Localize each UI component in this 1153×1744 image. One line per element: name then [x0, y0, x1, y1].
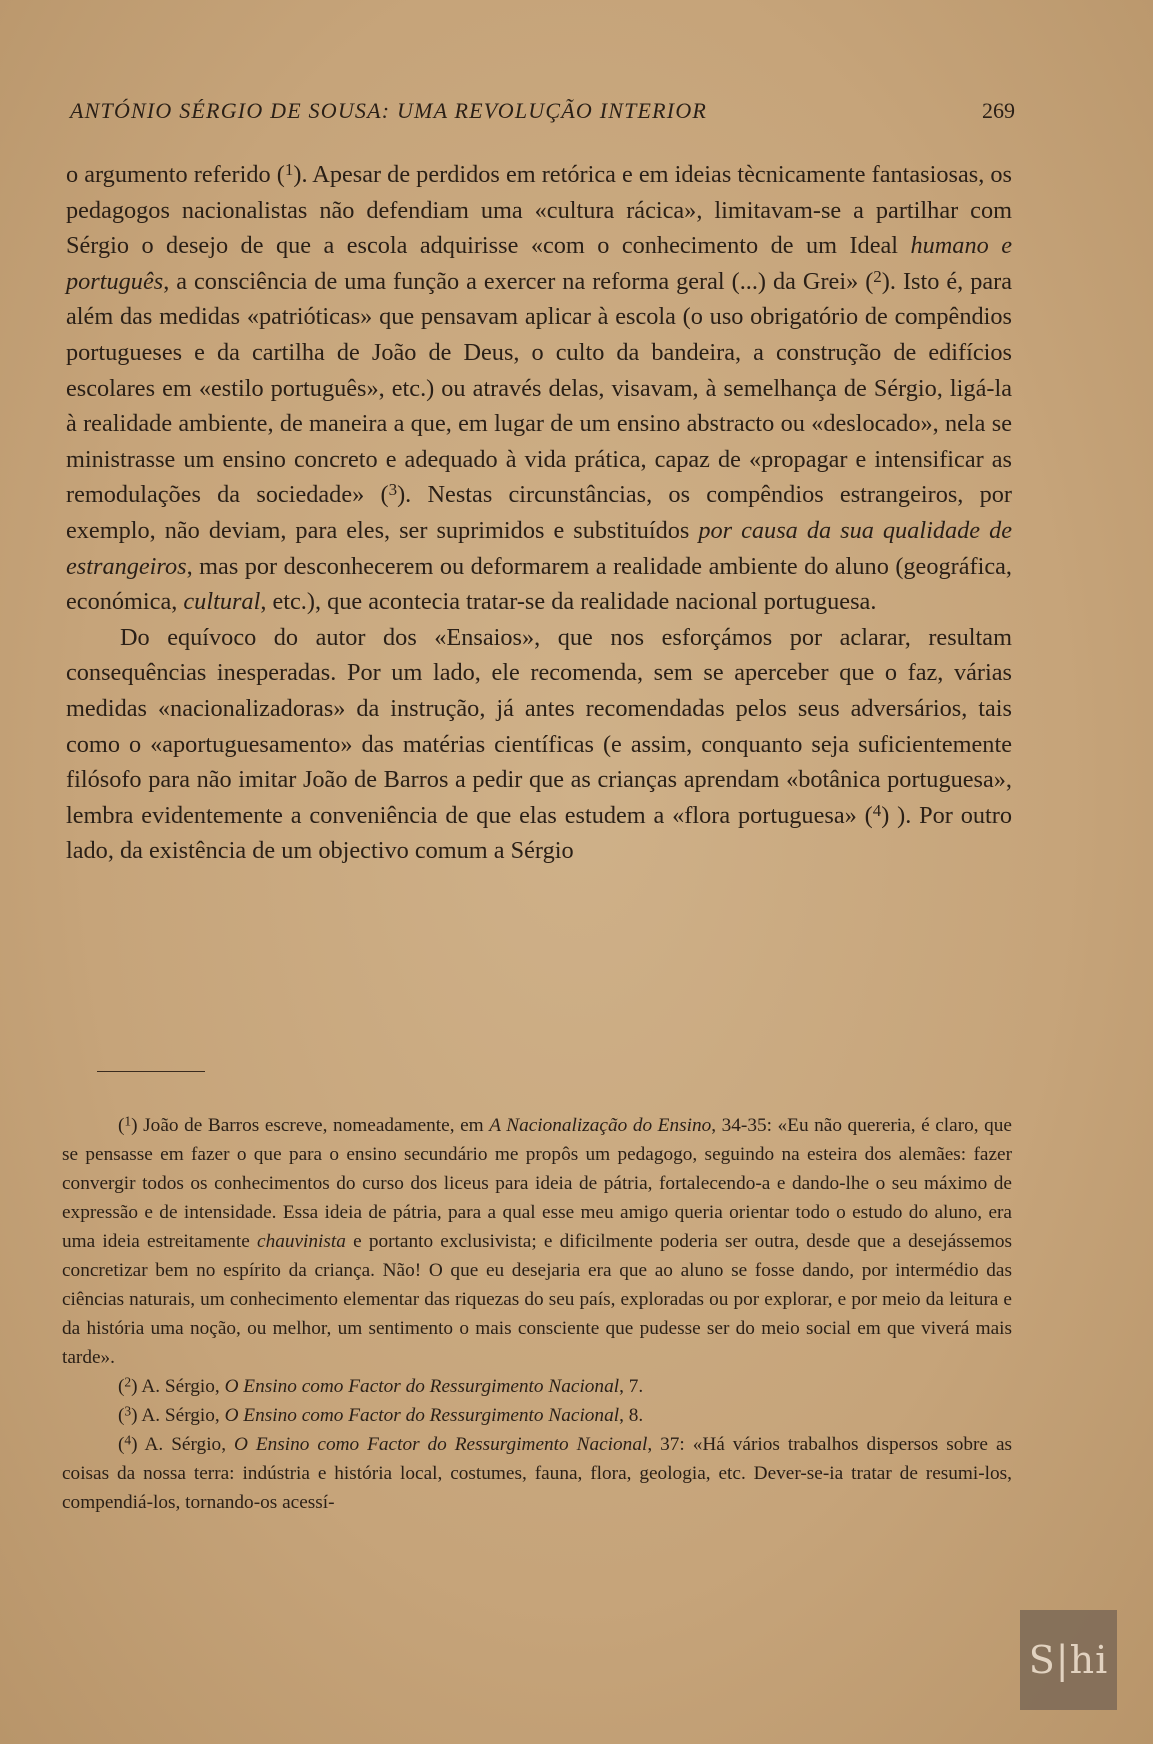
footnote-2: ($^2$) A. Sérgio, O Ensino como Factor do Ressurgimento Nacional, 7.	[118, 1374, 644, 1397]
footnote-3: ($^3$) A. Sérgio, O Ensino como Factor do Ressurgimento Nacional, 8.	[118, 1403, 644, 1426]
footnote-4: ($^4$) A. Sérgio, O Ensino como Factor do Ressurgimento Nacional, 37: «Há vários trabalhos dispersos sobre as coisas da nossa terra: indústria e história local, costumes, fauna, flora, geologia, etc. Dever-se-ia tratar de resumi-los, compendiá-los, tornando-os acessí-	[62, 1432, 1013, 1513]
text-run: , 7.	[619, 1376, 644, 1397]
italic-run: humano e português	[66, 232, 1012, 295]
running-title: ANTÓNIO SÉRGIO DE SOUSA: UMA REVOLUÇÃO INTERIOR	[70, 98, 708, 123]
text-run: e portanto exclusivista; e dificilmente poderia ser outra, desde que a desejássemos concretizar bem no espírito da criança. Não! O que eu desejaria era que ao aluno se fosse dando, por intermédio das ciências naturais, um conhecimento elementar das riquezas do seu país, exploradas ou por explorar, e por meio da leitura e da história uma noção, ou melhor, um sentimento o mais consciente que pudesse ser do meio social em que viverá mais tarde».	[62, 1231, 1012, 1368]
text-run: A. Sérgio,	[141, 1405, 225, 1426]
text-run: ) ). Por outro lado, da existência de um objectivo comum a Sérgio	[66, 801, 1012, 865]
italic-run: O Ensino como Factor do Ressurgimento Nacional	[224, 1405, 620, 1426]
text-run: ). Isto é, para além das medidas «patrióticas» que pensavam aplicar à escola (o uso obrigatório de compêndios portugueses e da cartilha de João de Deus, o culto da bandeira, a construção de edifícios escolares em «estilo português», etc.) ou através delas, visavam, à semelhança de Sérgio, ligá-la à realidade ambiente, de maneira a que, em lugar de um ensino abstracto ou «deslocado», nela se ministrasse um ensino concreto e adequado à vida prática, capaz de «propagar e intensificar as remodulações da sociedade» (	[66, 267, 1013, 509]
main-text	[66, 157, 1012, 869]
text-run: , 34-35: «Eu não quereria, é claro, que se pensasse em fazer o que para o ensino secundário me propôs um pedagogo, seguindo na esteira dos alemães: fazer convergir todos os conhecimentos do curso dos liceus para ideia de pátria, fortalecendo-a e dando-lhe o seu máximo de expressão e de intensidade. Essa ideia de pátria, para a qual esse meu amigo queria orientar todo o estudo do aluno, era uma ideia estreitamente	[62, 1115, 1012, 1252]
italic-run: chauvinista	[257, 1231, 346, 1252]
paragraph-1	[66, 157, 1012, 620]
paragraph-2	[66, 620, 1012, 869]
page-number: 269	[982, 98, 1015, 123]
footnote-mark: 2	[124, 1374, 132, 1390]
running-header	[70, 98, 1015, 124]
logo-text: S|hi	[1028, 1638, 1109, 1682]
footnote-ref-1: 1	[284, 160, 294, 180]
text-run: , etc.), que acontecia tratar-se da realidade nacional portuguesa.	[260, 588, 877, 616]
text-run: ). Nestas circunstâncias, os compêndios estrangeiros, por exemplo, não deviam, para eles, ser suprimidos e substituídos	[66, 481, 1013, 544]
text-run: ). Apesar de perdidos em retórica e em ideias tècnicamente fantasiosas, os pedagogos nacionalistas não defendiam uma «cultura rácica», limitavam-se a partilhar com Sérgio o desejo de que a escola adquirisse «com o conhecimento de um Ideal	[66, 161, 1012, 260]
footnote-mark: 1	[124, 1113, 132, 1129]
text-run: , 37: «Há vários trabalhos dispersos sobre as coisas da nossa terra: indústria e história local, costumes, fauna, flora, geologia, etc. Dever-se-ia tratar de resumi-los, compendiá-los, tornando-os acessí-	[62, 1434, 1013, 1513]
text-run: A. Sérgio,	[141, 1376, 225, 1397]
italic-run: O Ensino como Factor do Ressurgimento Nacional	[233, 1434, 648, 1455]
footnotes	[62, 1111, 1012, 1517]
text-run: , a consciência de uma função a exercer na reforma geral (...) da Grei» (	[163, 267, 874, 295]
footnote-mark: 3	[124, 1403, 132, 1419]
footnote-ref-3: 3	[388, 480, 398, 500]
italic-run: por causa da sua qualidade de estrangeiros	[66, 516, 1012, 580]
italic-run: O Ensino como Factor do Ressurgimento Nacional	[224, 1376, 620, 1397]
footnote-ref-2: 2	[873, 266, 882, 286]
text-run: João de Barros escreve, nomeadamente, em	[143, 1115, 490, 1136]
text-run: Do equívoco do autor dos «Ensaios», que nos esforçámos por aclarar, resultam consequências inesperadas. Por um lado, ele recomenda, sem se aperceber que o faz, várias medidas «nacionalizadoras» da instrução, já antes recomendadas pelos seus adversários, tais como o «aportuguesamento» das matérias científicas (e assim, conquanto seja suficientemente filósofo para não imitar João de Barros a pedir que as crianças aprendam «botânica portuguesa», lembra evidentemente a conveniência de que elas estudem a «flora portuguesa» (	[66, 623, 1012, 829]
italic-run: A Nacionalização do Ensino	[489, 1115, 712, 1136]
text-run: o argumento referido (	[66, 161, 285, 188]
footnote-ref-4: 4	[872, 800, 882, 820]
italic-run: cultural	[183, 588, 261, 616]
footnote-mark: 4	[124, 1432, 132, 1448]
text-run: , mas por desconhecerem ou deformarem a realidade ambiente do aluno (geográfica, económica,	[66, 552, 1012, 616]
footnote-1: ($^1$) João de Barros escreve, nomeadamente, em A Nacionalização do Ensino, 34-35: «Eu não quereria, é claro, que se pensasse em fazer o que para o ensino secundário me propôs um pedagogo, seguindo na esteira dos alemães: fazer convergir todos os conhecimentos do curso dos liceus para ideia de pátria, fortalecendo-a e dando-lhe o seu máximo de expressão e de intensidade. Essa ideia de pátria, para a qual esse meu amigo queria orientar todo o estudo do aluno, era uma ideia estreitamente chauvinista e portanto exclusivista; e dificilmente poderia ser outra, desde que a desejássemos concretizar bem no espírito da criança. Não! O que eu desejaria era que ao aluno se fosse dando, por intermédio das ciências naturais, um conhecimento elementar das riquezas do seu país, exploradas ou por explorar, e por meio da leitura e da história uma noção, ou melhor, um sentimento o mais consciente que pudesse ser do meio social em que viverá mais tarde».	[62, 1113, 1012, 1368]
text-run: , 8.	[619, 1405, 644, 1426]
footnote-separator	[97, 1071, 205, 1072]
text-run: A. Sérgio,	[144, 1434, 234, 1455]
watermark-logo	[1020, 1610, 1117, 1710]
